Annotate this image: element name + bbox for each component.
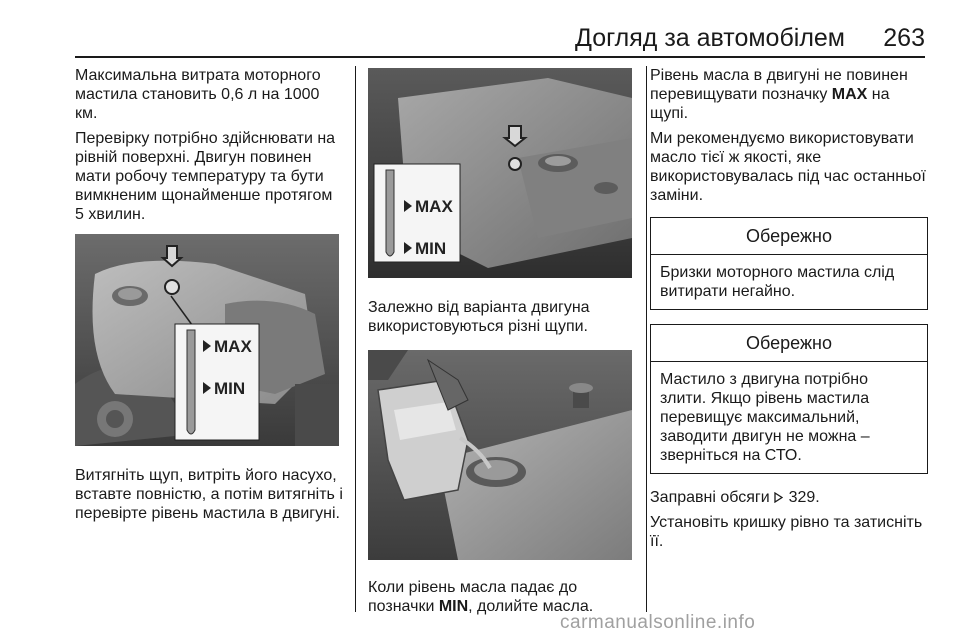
warning-title-1: Обережно (651, 218, 927, 255)
warning-title-2: Обережно (651, 325, 927, 362)
paragraph-install-cap: Установіть кришку рівно та затисніть її. (650, 514, 923, 550)
column-2 (368, 66, 636, 622)
paragraph-max-limit: Рівень масла в двигуні не повинен перевищувати позначку MAX на щупі. (650, 67, 908, 122)
column-3 (650, 66, 928, 557)
warning-body-2: Мастило з двигуна потрібно злити. Якщо рівень мастила перевищує максимальний, заводити двигун не можна – зверніться на СТО. (660, 371, 870, 464)
dipstick-figure-1 (75, 234, 339, 446)
warning-box-1 (650, 217, 928, 310)
min-keyword: MIN (438, 598, 469, 615)
column-divider-1 (355, 66, 356, 612)
page-number: 263 (883, 24, 925, 52)
watermark-text: carmanualsonline.info (560, 612, 756, 633)
paragraph-check-conditions: Перевірку потрібно здійснювати на рівній поверхні. Двигун повинен мати робочу температуру та бути вимкненим щонайменше протягом 5 хвилин. (75, 130, 336, 223)
fig1-min-label: MIN (214, 379, 246, 398)
max-keyword: MAX (831, 86, 868, 103)
paragraph-refill-at-min: Коли рівень масла падає до позначки MIN, долийте масла. (368, 579, 594, 615)
warning-box-2 (650, 324, 928, 474)
dipstick-figure-2 (368, 68, 632, 278)
column-1 (75, 66, 343, 529)
section-title: Догляд за автомобілем (574, 24, 845, 52)
paragraph-capacities-ref[interactable]: Заправні обсяги 329. (650, 489, 820, 506)
header-rule (75, 56, 925, 58)
warning-body-1: Бризки моторного мастила слід витирати негайно. (660, 264, 895, 300)
column-divider-2 (646, 66, 647, 612)
paragraph-dipstick-variants: Залежно від варіанта двигуна використовуються різні щупи. (368, 299, 590, 335)
paragraph-pull-dipstick: Витягніть щуп, витріть його насухо, вставте повністю, а потім витягніть і перевірте рівень мастила в двигуні. (75, 467, 343, 522)
fig1-max-label: MAX (214, 337, 252, 356)
paragraph-oil-quality: Ми рекомендуємо використовувати масло тієї ж якості, яке використовувалась під час останньої заміни. (650, 130, 926, 204)
fig2-min-label: MIN (415, 239, 447, 258)
fig2-max-label: MAX (415, 197, 453, 216)
oil-filling-figure (368, 350, 632, 560)
page-header (75, 22, 925, 58)
paragraph-oil-consumption: Максимальна витрата моторного мастила становить 0,6 л на 1000 км. (75, 67, 321, 122)
triangle-reference-icon (774, 488, 784, 507)
